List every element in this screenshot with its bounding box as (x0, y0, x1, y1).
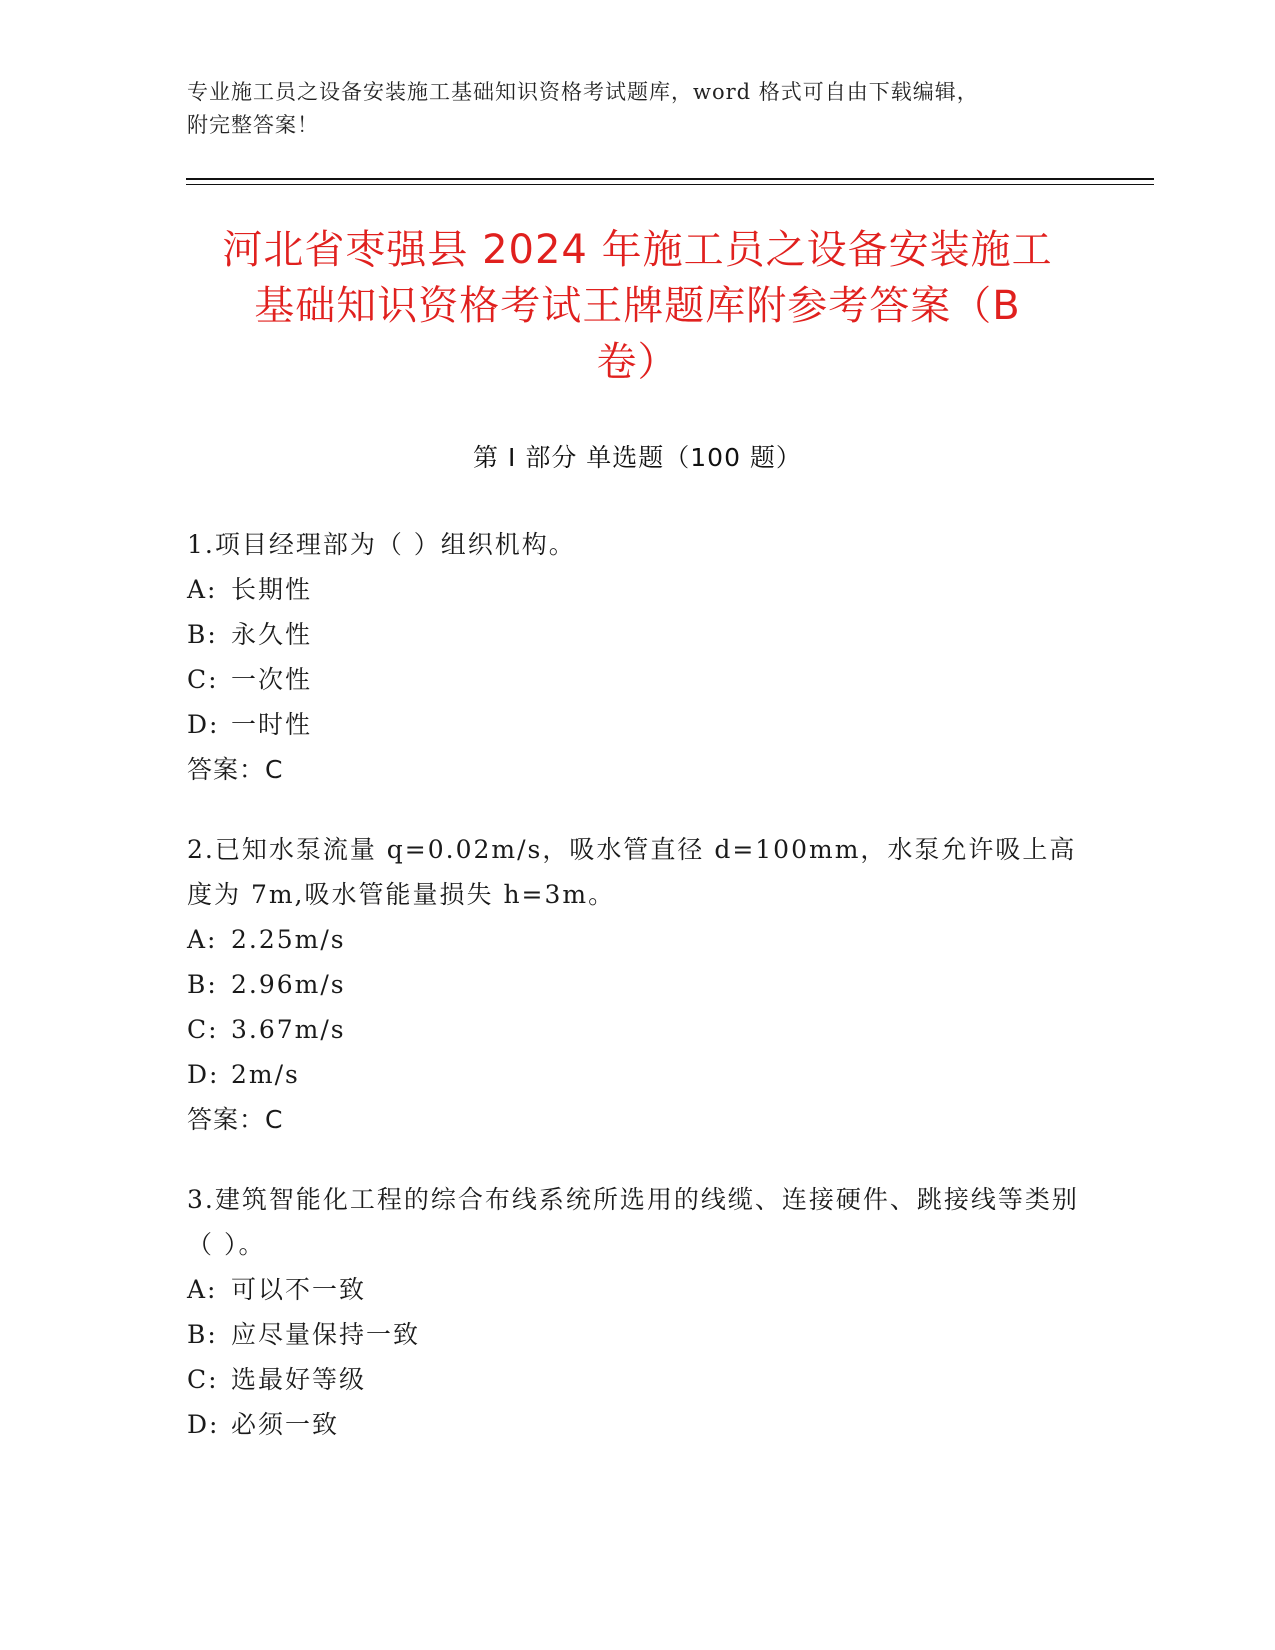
option-d (187, 1402, 1087, 1447)
option-key: C: (187, 1015, 219, 1044)
option-d (187, 1052, 1087, 1097)
question-stem: 1.项目经理部为（ ）组织机构。 (187, 530, 576, 559)
document-title-line-3: 卷） (596, 339, 679, 385)
question-1 (187, 522, 1087, 792)
option-a (187, 567, 1087, 612)
header-note-line-2: 附完整答案！ (187, 113, 319, 137)
option-a (187, 1267, 1087, 1312)
question-3 (187, 1177, 1087, 1447)
option-key: B: (187, 620, 218, 649)
document-title-line-1: 河北省枣强县 2024 年施工员之设备安装施工 (222, 227, 1053, 273)
option-text: 永久性 (231, 620, 313, 649)
option-key: D: (187, 1410, 220, 1439)
option-text: 可以不一致 (231, 1275, 367, 1304)
option-c (187, 1357, 1087, 1402)
option-text: 应尽量保持一致 (231, 1320, 421, 1349)
section-title: 第 I 部分 单选题（100 题） (473, 443, 802, 472)
option-text: 2.96m/s (231, 970, 346, 999)
option-key: D: (187, 1060, 220, 1089)
question-list (187, 522, 1087, 1482)
answer-line: 答案：C (187, 755, 284, 784)
option-text: 必须一致 (231, 1410, 340, 1439)
header-note-line-1: 专业施工员之设备安装施工基础知识资格考试题库，word 格式可自由下载编辑， (187, 80, 979, 104)
option-text: 一时性 (231, 710, 313, 739)
option-text: 3.67m/s (231, 1015, 346, 1044)
option-c (187, 1007, 1087, 1052)
option-a (187, 917, 1087, 962)
option-key: B: (187, 1320, 218, 1349)
document-title-line-2: 基础知识资格考试王牌题库附参考答案（B (254, 283, 1021, 329)
question-stem: 2.已知水泵流量 q=0.02m/s，吸水管直径 d=100mm，水泵允许吸上高度为 7m,吸水管能量损失 h=3m。 (187, 835, 1077, 909)
header-divider-thin (186, 184, 1154, 185)
option-key: C: (187, 665, 219, 694)
option-d (187, 702, 1087, 747)
option-key: B: (187, 970, 218, 999)
option-b (187, 1312, 1087, 1357)
option-text: 2.25m/s (231, 925, 346, 954)
option-key: A: (187, 1275, 218, 1304)
header-note (187, 76, 1087, 142)
option-text: 一次性 (231, 665, 313, 694)
option-c (187, 657, 1087, 702)
document-title (150, 222, 1125, 390)
option-text: 长期性 (231, 575, 313, 604)
option-key: A: (187, 925, 218, 954)
option-key: C: (187, 1365, 219, 1394)
question-stem: 3.建筑智能化工程的综合布线系统所选用的线缆、连接硬件、跳接线等类别（ ）。 (187, 1185, 1079, 1259)
question-2 (187, 827, 1087, 1142)
option-text: 2m/s (231, 1060, 300, 1089)
option-text: 选最好等级 (231, 1365, 367, 1394)
header-divider-thick (186, 178, 1154, 180)
answer-line: 答案：C (187, 1105, 284, 1134)
option-b (187, 612, 1087, 657)
option-key: D: (187, 710, 220, 739)
option-b (187, 962, 1087, 1007)
option-key: A: (187, 575, 218, 604)
